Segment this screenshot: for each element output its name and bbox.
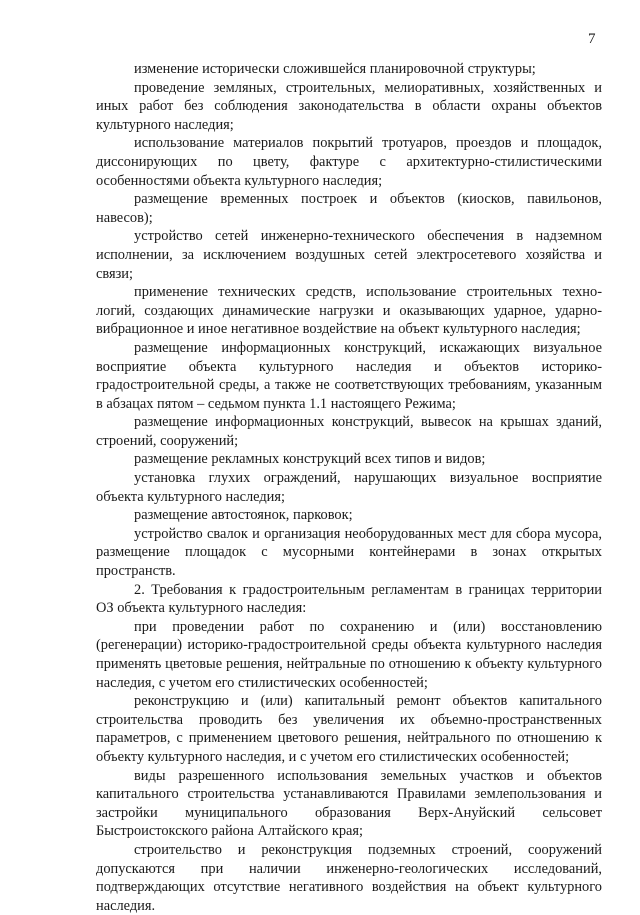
paragraph: установка глухих ограждений, нарушающих визуальное восприятие объекта культурного наследия; [96, 470, 602, 505]
paragraph: при проведении работ по сохранению и (или) восстановлению (регенерации) историко-градостроительной среды объекта культурного наследия применять цветовые решения, нейтральные по отношению к объекту культурного наследия, с учетом его стилистических особенностей; [96, 618, 602, 691]
paragraph: применение технических средств, использование строительных технологий, создающих динамические нагрузки и оказывающих ударное, ударно-вибрационное и иное негативное воздействие на объект культурного наследия; [96, 284, 602, 338]
paragraph: устройство сетей инженерно-технического обеспечения в надземном исполнении, за исключением воздушных сетей электросетевого хозяйства и связи; [96, 228, 602, 282]
paragraph: изменение исторически сложившейся планировочной структуры; [134, 61, 536, 77]
paragraph: размещение рекламных конструкций всех типов и видов; [134, 451, 486, 468]
paragraph: размещение информационных конструкций, искажающих визуальное восприятие объекта культурного наследия и объектов историко-градостроительной среды, а также не соответствующих требованиям, указанным в абзацах пятом – седьмом пункта 1.1 настоящего Режима; [96, 339, 602, 412]
paragraph: размещение временных построек и объектов (киосков, павильонов, навесов); [96, 191, 602, 226]
document-body [96, 60, 602, 915]
page-number: 7 [588, 31, 596, 47]
paragraph: реконструкцию и (или) капитальный ремонт объектов капитального строительства проводить без увеличения их объемно-пространственных параметров, с применением цветового решения, нейтрального по отношению к объекту культурного наследия, и с учетом его стилистических особенностей; [96, 693, 602, 765]
paragraph: размещение информационных конструкций, вывесок на крышах зданий, строений, сооружений; [96, 414, 602, 449]
paragraph: размещение автостоянок, парковок; [134, 507, 353, 524]
paragraph: виды разрешенного использования земельных участков и объектов капитального строительства устанавливаются Правилами землепользования и застройки муниципального образования Верх-Ануйский сельсовет Быстроистокского района Алтайского края; [96, 767, 602, 840]
paragraph: использование материалов покрытий тротуаров, проездов и площадок, диссонирующих по цвету, фактуре с архитектурно-стилистическими особенностями объекта культурного наследия; [96, 135, 602, 189]
paragraph: проведение земляных, строительных, мелиоративных, хозяйственных и иных работ без соблюдения законодательства в области охраны объектов культурного наследия; [96, 79, 602, 133]
paragraph: строительство и реконструкция подземных строений, сооружений допускаются при наличии инженерно-геологических исследований, подтверждающих отсутствие негативного воздействия на объект культурного наследия. [96, 841, 602, 914]
paragraph: устройство свалок и организация необорудованных мест для сбора мусора, размещение площадок с мусорными контейнерами в зонах открытых пространств. [96, 525, 602, 580]
section-heading: 2. Требования к градостроительным регламентам в границах территории ОЗ объекта культурного наследия: [96, 581, 602, 617]
